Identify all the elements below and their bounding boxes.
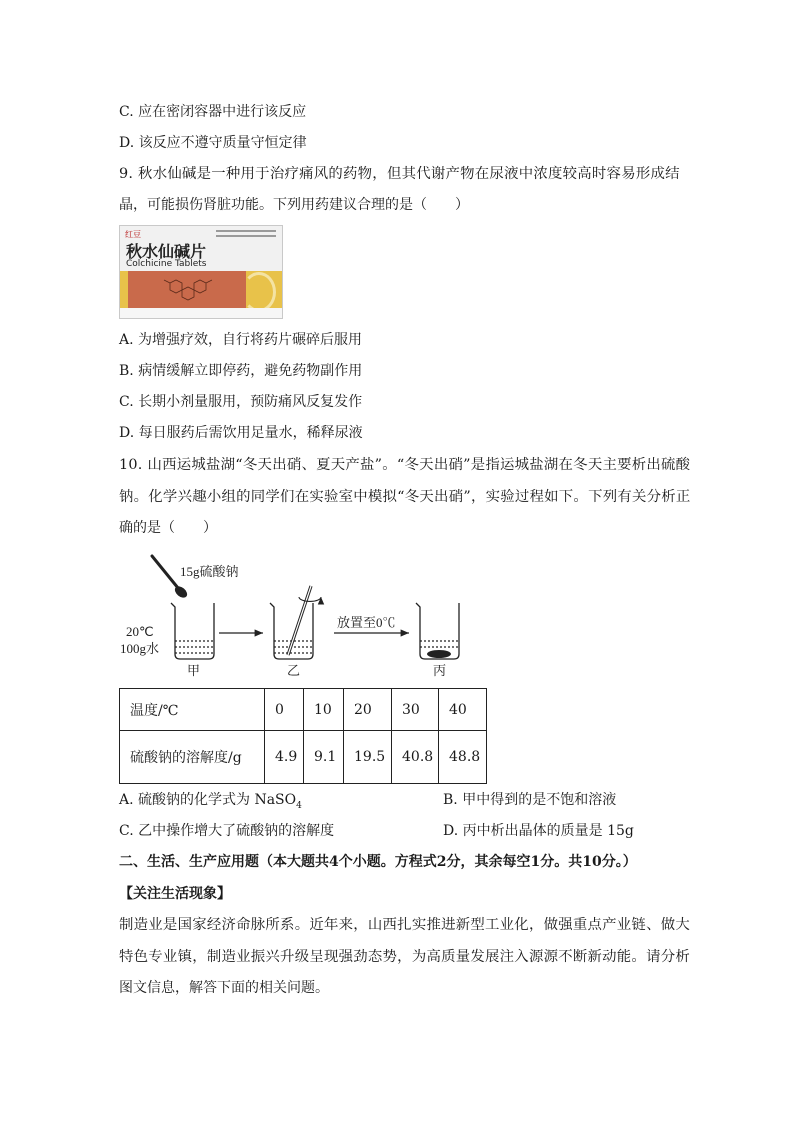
beaker-jia [171, 603, 214, 659]
table-header-solubility: 硫酸钠的溶解度/g [120, 731, 265, 784]
q8-option-c: C. 应在密闭容器中进行该反应 [119, 104, 307, 120]
colchicine-package-image [119, 225, 283, 319]
paragraph-line-3: 图文信息，解答下面的相关问题。 [119, 980, 329, 996]
paragraph-line-1: 制造业是国家经济命脉所系。近年来，山西扎实推进新型工业化，做强重点产业链、做大 [119, 917, 690, 933]
q10-option-a-subscript: 4 [296, 800, 302, 811]
beaker-yi [270, 603, 313, 659]
table-cell: 10 [304, 689, 344, 731]
q10-option-b: B. 甲中得到的是不饱和溶液 [443, 792, 617, 808]
q10-stem-line-1: 10. 山西运城盐湖“冬天出硝、夏天产盐”。“冬天出硝”是指运城盐湖在冬天主要析出硫酸 [119, 457, 691, 473]
table-cell: 19.5 [344, 731, 392, 784]
q9-stem-line-2: 晶，可能损伤肾脏功能。下列用药建议合理的是（ ） [119, 197, 469, 213]
table-header-temperature: 温度/℃ [120, 689, 265, 731]
swirl-logo-icon [242, 272, 276, 312]
section-heading: 二、生活、生产应用题（本大题共4个小题。方程式2分，其余每空1分。共10分。） [119, 854, 637, 870]
beaker-2-label: 乙 [287, 664, 301, 679]
table-cell: 30 [392, 689, 439, 731]
table-cell: 40 [439, 689, 487, 731]
table-cell: 20 [344, 689, 392, 731]
q10-stem-line-3: 确的是（ ） [119, 520, 217, 536]
q10-option-c: C. 乙中操作增大了硫酸钠的溶解度 [119, 823, 335, 839]
q8-option-d: D. 该反应不遵守质量守恒定律 [119, 135, 307, 151]
q9-stem-line-1: 9. 秋水仙碱是一种用于治疗痛风的药物，但其代谢产物在尿液中浓度较高时容易形成结 [119, 166, 680, 182]
drug-fine-print [216, 230, 276, 240]
drug-name-cn: 秋水仙碱片 [126, 242, 207, 261]
step-label: 放置至0℃ [337, 615, 396, 630]
q10-option-a [119, 790, 302, 816]
water-mass-label: 100g水 [120, 641, 160, 656]
section-subheading: 【关注生活现象】 [119, 886, 231, 902]
table-cell: 4.9 [265, 731, 304, 784]
drug-brand: 红豆 [125, 230, 141, 239]
paragraph-line-2: 特色专业镇，制造业振兴升级呈现强劲态势，为高质量发展注入源源不断新动能。请分析 [119, 949, 690, 965]
q10-stem-line-2: 钠。化学兴趣小组的同学们在实验室中模拟“冬天出硝”，实验过程如下。下列有关分析正 [119, 489, 691, 505]
q10-option-d: D. 丙中析出晶体的质量是 15g [443, 823, 634, 839]
q9-option-a: A. 为增强疗效，自行将药片碾碎后服用 [119, 332, 363, 348]
molecule-structure-icon [128, 271, 246, 308]
q9-option-c: C. 长期小剂量服用，预防痛风反复发作 [119, 394, 363, 410]
table-cell: 40.8 [392, 731, 439, 784]
drug-name-en: Colchicine Tablets [126, 259, 207, 269]
table-cell: 48.8 [439, 731, 487, 784]
table-cell: 0 [265, 689, 304, 731]
salt-label: 15g硫酸钠 [180, 564, 239, 579]
crystal-precipitate-icon [427, 650, 451, 658]
beaker-1-label: 甲 [187, 664, 201, 679]
q9-option-b: B. 病情缓解立即停药，避免药物副作用 [119, 363, 363, 379]
q9-option-d: D. 每日服药后需饮用足量水，稀释尿液 [119, 425, 363, 441]
water-temp-label: 20℃ [126, 624, 154, 639]
table-row [120, 689, 487, 731]
q10-option-a-text: A. 硫酸钠的化学式为 NaSO [119, 792, 297, 808]
table-row [120, 731, 487, 784]
stirring-rod-icon [288, 586, 321, 655]
beaker-bing [416, 603, 459, 659]
drug-box-footer [120, 308, 282, 318]
experiment-diagram [115, 553, 475, 683]
solubility-table [119, 688, 487, 784]
beaker-3-label: 丙 [433, 664, 447, 679]
table-cell: 9.1 [304, 731, 344, 784]
drug-structure-panel [128, 271, 246, 308]
